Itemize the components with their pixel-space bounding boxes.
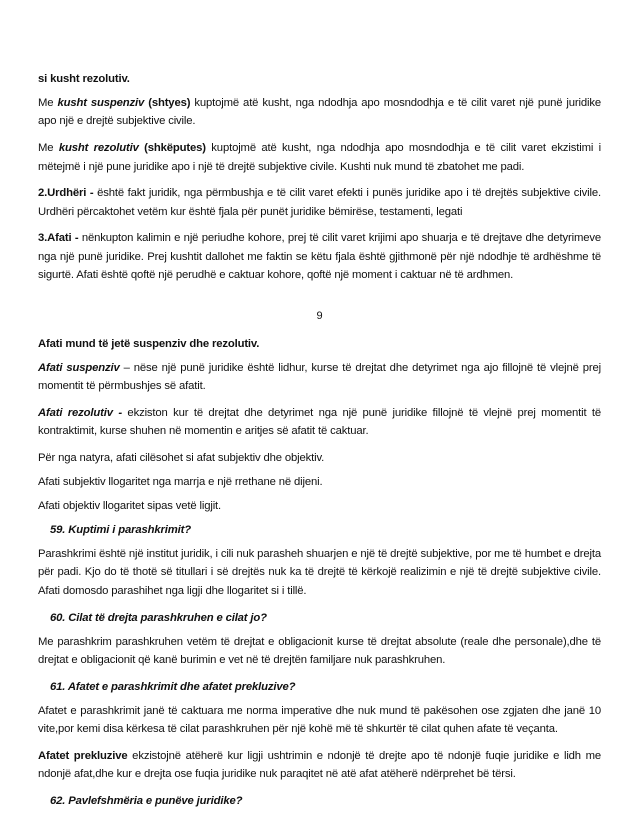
- text: kuptojmë atë kusht, nga ndodhja apo mosndodhja e të cilit varet një punë juridike apo një e drejtë subjektive civile.: [38, 97, 602, 128]
- term-paren: (shkëputes): [138, 142, 206, 155]
- term-kusht-suspenziv: kusht suspenziv: [57, 97, 145, 109]
- question-61: 61. Afatet e parashkrimit dhe afatet prekluzive?: [50, 680, 296, 693]
- text: është fakt juridik, nga përmbushja e të cilit varet efekti i punës juridike apo i të drejtës subjektive civile. Urdhëri përcaktohet vetëm kur është fjala për punët juridike bëmirëse, testamenti, legati: [38, 187, 601, 218]
- text: nënkupton kalimin e një periudhe kohore, prej të cilit varet krijimi apo shuarja e të drejtave dhe detyrimeve nga një punë juridike. Prej kushtit dallohet me faktin se këtu fjala është gjithmonë për një ndodhje të ardhëshme të sigurtë. Afati është qoftë një perudhë e caktuar kohore, qoftë një moment i caktuar në të ardhmen.: [38, 232, 601, 282]
- document-page: [38, 70, 601, 816]
- paragraph-resolutive-condition: [38, 139, 601, 176]
- term-afati-suspenziv: Afati suspenziv: [38, 361, 120, 374]
- term-kusht-rezolutiv: kusht rezolutiv: [58, 142, 139, 155]
- paragraph-parashkruhen: Me parashkrim parashkruhen vetëm të drejtat e obligacionit kurse të drejtat absolute (reale dhe personale),dhe të drejtat e obligacionit që kanë burimin e vet në të drejtën familjare nuk parashkruhen.: [38, 635, 601, 666]
- question-59: 59. Kuptimi i parashkrimit?: [50, 524, 191, 537]
- paragraph-afati-objektiv: Afati objektiv llogaritet sipas vetë ligjit.: [38, 500, 222, 513]
- paragraph-afatet-prekluzive: [38, 747, 601, 784]
- paragraph-afati: [38, 229, 601, 284]
- paragraph-afati-suspenziv: [38, 359, 601, 396]
- term-urdheri: 2.Urdhëri -: [38, 187, 94, 200]
- term-paren: (shtyes): [144, 97, 191, 109]
- text: kuptojmë atë kusht, nga ndodhja apo mosndodhja e të cilit varet ekzistimi i mëtejmë i një pune juridike apo i një të drejtë subjektive civile. Kushti nuk mund të zbatohet me padi.: [38, 142, 601, 173]
- text: – nëse një punë juridike është lidhur, kurse të drejtat dhe detyrimet nga ajo fillojnë të vlejnë prej momentit të përmbushjes së afatit.: [38, 361, 601, 393]
- paragraph-suspensive-condition: [38, 94, 601, 131]
- paragraph-resolutive-condition-end: si kusht rezolutiv.: [38, 73, 130, 85]
- paragraph-afati-rezolutiv: [38, 404, 601, 441]
- question-60: 60. Cilat të drejta parashkruhen e cilat jo?: [50, 611, 267, 624]
- paragraph-afati-subjektiv: Afati subjektiv llogaritet nga marrja e një rrethane në dijeni.: [38, 476, 323, 489]
- paragraph-afati-nature: Për nga natyra, afati cilësohet si afat subjektiv dhe objektiv.: [38, 452, 325, 465]
- term-afati: 3.Afati -: [38, 232, 79, 245]
- text: ekziston kur të drejtat dhe detyrimet nga një punë juridike fillojnë të vlejnë prej momentit të kontraktimit, kurse shuhen në momentin e aritjes së afatit të caktuar.: [38, 407, 602, 438]
- page-number: 9: [316, 309, 323, 322]
- paragraph-parashkrimi: Parashkrimi është një institut juridik, i cili nuk parasheh shuarjen e një të drejtë subjektive, por me të humbet e drejta për padi. Kjo do të thotë së titullari i së drejtës nuk ka të drejtë të kërkojë realizimin e një të drejtë subjektive civile. Afati domosdo parashihet nga ligji dhe llogaritet si i tillë.: [38, 548, 601, 597]
- paragraph-urdheri: [38, 184, 601, 221]
- heading-afati-types: Afati mund të jetë suspenziv dhe rezolutiv.: [38, 337, 260, 350]
- term-afati-rezolutiv: Afati rezolutiv -: [38, 407, 122, 420]
- text: Me: [38, 97, 58, 109]
- paragraph-afatet-parashkrimit: Afatet e parashkrimit janë të caktuara me norma imperative dhe nuk mund të pakësohen ose zgjaten dhe janë 10 vite,por kemi disa kërkesa të cilat parashkruhen për një kohë më të shkurtër të cilat quhen afate të veçanta.: [38, 704, 601, 735]
- text: Me: [38, 142, 59, 155]
- text: ekzistojnë atëherë kur ligji ushtrimin e ndonjë të drejte apo të ndonjë fuqie juridike e lidh me ndonjë afat,dhe kur e drejta ose fuqia juridike nuk paraqitet në atë afat atëherë ndërprehet bë tërsi.: [38, 749, 601, 781]
- term-afatet-prekluzive: Afatet prekluzive: [38, 749, 128, 762]
- question-62: 62. Pavlefshmëria e punëve juridike?: [50, 794, 243, 807]
